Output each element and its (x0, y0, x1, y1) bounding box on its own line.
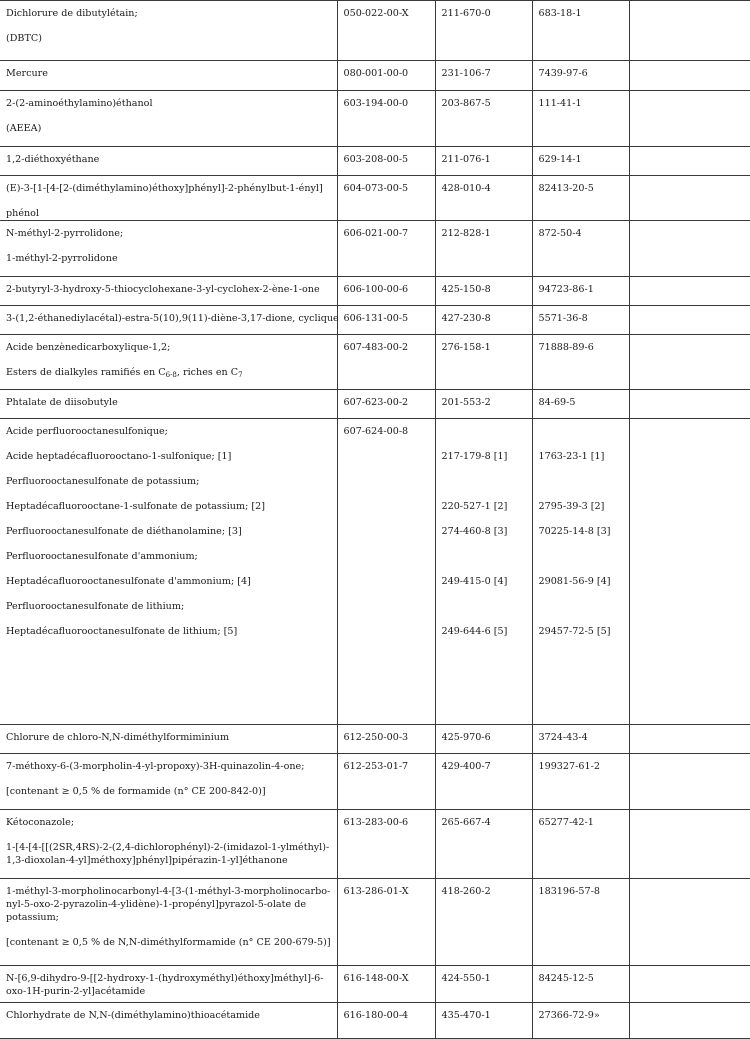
index-number: 603-194-00-0 (343, 98, 409, 109)
cas-number-cell (532, 1003, 629, 1039)
empty-cell (629, 335, 750, 390)
ec-number: 427-230-8 (441, 313, 491, 324)
substance-name-cell (0, 335, 337, 390)
substance-name-cell (0, 147, 337, 176)
index-number: 613-283-00-6 (343, 817, 409, 828)
ec-number-cell (435, 754, 532, 810)
empty-cell (629, 91, 750, 147)
ec-number (442, 425, 526, 438)
line-gap (539, 463, 623, 475)
table-row (0, 91, 750, 147)
empty-cell (629, 221, 750, 277)
ec-number: 231-106-7 (441, 68, 491, 79)
table-row (0, 1003, 750, 1039)
ec-number-cell (435, 966, 532, 1003)
ec-number: 212-828-1 (441, 228, 491, 239)
cas-number-cell (532, 754, 629, 810)
cas-number: 111-41-1 (538, 98, 582, 109)
ec-number-cell (435, 419, 532, 725)
substance-name: (DBTC) (6, 33, 42, 44)
cas-number-cell (532, 390, 629, 419)
empty-cell (629, 419, 750, 725)
substance-name: N-[6,9-dihydro-9-[[2-hydroxy-1-(hydroxyméthyl)éthoxy]méthyl]-6- (6, 973, 324, 984)
cas-number (539, 600, 623, 613)
ec-number: 424-550-1 (441, 973, 491, 984)
table-row (0, 176, 750, 221)
line-gap (6, 438, 331, 450)
ec-number: 203-867-5 (441, 98, 491, 109)
ec-number: 429-400-7 (441, 761, 491, 772)
index-number-cell (337, 306, 435, 335)
substance-name-cell (0, 754, 337, 810)
substance-name: Heptadécafluorooctane-1-sulfonate de potassium; [2] (6, 501, 265, 512)
index-number-cell (337, 725, 435, 754)
cas-number: 29457-72-5 [5] (538, 626, 611, 637)
substance-name-cell (0, 390, 337, 419)
cas-number: 84245-12-5 (538, 973, 594, 984)
table-row (0, 810, 750, 879)
index-number-cell (337, 419, 435, 725)
index-number: 616-180-00-4 (343, 1010, 409, 1021)
index-number-cell (337, 754, 435, 810)
ec-number: 201-553-2 (441, 397, 491, 408)
cas-number: 71888-89-6 (538, 342, 594, 353)
cas-number-cell (532, 306, 629, 335)
line-gap (6, 538, 331, 550)
cas-number (539, 475, 623, 488)
substance-name: 1-[4-[4-[[(2SR,4RS)-2-(2,4-dichlorophényl)-2-(imidazol-1-ylméthyl)- (6, 842, 330, 853)
substance-name-cell (0, 725, 337, 754)
empty-cell (629, 306, 750, 335)
index-number: 603-208-00-5 (343, 154, 409, 165)
index-number-cell (337, 335, 435, 390)
cas-number: 84-69-5 (538, 397, 576, 408)
ec-number-cell (435, 147, 532, 176)
substance-name: [contenant ≥ 0,5 % de formamide (n° CE 200-842-0)] (6, 786, 266, 797)
substance-name-cell (0, 61, 337, 91)
cas-number-cell (532, 335, 629, 390)
index-number: 612-250-00-3 (343, 732, 409, 743)
line-gap (442, 513, 526, 525)
ec-number-cell (435, 725, 532, 754)
substance-name: potassium; (6, 912, 59, 923)
substance-name: oxo-1H-purin-2-yl]acétamide (6, 986, 146, 997)
ec-number: 428-010-4 (441, 183, 491, 194)
substance-name: 2-(2-aminoéthylamino)éthanol (6, 98, 153, 109)
index-number: 606-131-00-5 (343, 313, 409, 324)
substance-name: Chlorhydrate de N,N-(diméthylamino)thioacétamide (6, 1010, 260, 1021)
ec-number-cell (435, 221, 532, 277)
line-gap (539, 538, 623, 550)
line-gap (442, 488, 526, 500)
ec-number: 217-179-8 [1] (441, 451, 508, 462)
line-gap (539, 563, 623, 575)
ec-number-cell (435, 335, 532, 390)
substance-name: 3-(1,2-éthanediylacétal)-estra-5(10),9(11)-diène-3,17-dione, cyclique (6, 313, 339, 324)
substance-name-cell (0, 277, 337, 306)
line-gap (539, 613, 623, 625)
table-row (0, 61, 750, 91)
cas-number: 1763-23-1 [1] (538, 451, 605, 462)
cas-number: 94723-86-1 (538, 284, 594, 295)
substance-name-cell (0, 419, 337, 725)
index-number: 616-148-00-X (343, 973, 409, 984)
substance-name: phénol (6, 208, 40, 219)
line-gap (442, 613, 526, 625)
index-number: 606-100-00-6 (343, 284, 409, 295)
ec-number: 425-150-8 (441, 284, 491, 295)
line-gap (6, 773, 331, 785)
substance-name: Dichlorure de dibutylétain; (6, 8, 138, 19)
table-row (0, 879, 750, 966)
index-number: 607-623-00-2 (343, 397, 409, 408)
substance-name: N-méthyl-2-pyrrolidone; (6, 228, 124, 239)
ec-number-cell (435, 277, 532, 306)
table-row (0, 966, 750, 1003)
line-gap (6, 588, 331, 600)
ec-number: 418-260-2 (441, 886, 491, 897)
cas-number (539, 425, 623, 438)
empty-cell (629, 879, 750, 966)
table-row (0, 306, 750, 335)
cas-number-cell (532, 419, 629, 725)
substance-name-cell (0, 1003, 337, 1039)
cas-number-cell (532, 176, 629, 221)
ec-number: 211-670-0 (441, 8, 491, 19)
empty-cell (629, 390, 750, 419)
empty-cell (629, 1, 750, 61)
line-gap (6, 563, 331, 575)
line-gap (539, 513, 623, 525)
line-gap (442, 538, 526, 550)
cas-number: 65277-42-1 (538, 817, 594, 828)
line-gap (6, 195, 331, 207)
line-gap (539, 488, 623, 500)
substance-name-cell (0, 879, 337, 966)
cas-number (539, 550, 623, 563)
table-row (0, 725, 750, 754)
substance-name: Phtalate de diisobutyle (6, 397, 118, 408)
table-row (0, 335, 750, 390)
cas-number-cell (532, 966, 629, 1003)
index-number-cell (337, 1, 435, 61)
index-number-cell (337, 390, 435, 419)
index-number-cell (337, 91, 435, 147)
substance-name: Chlorure de chloro-N,N-diméthylformiminium (6, 732, 230, 743)
ec-number-cell (435, 879, 532, 966)
index-number: 613-286-01-X (343, 886, 409, 897)
empty-cell (629, 810, 750, 879)
line-gap (539, 438, 623, 450)
line-gap (6, 20, 331, 32)
cas-number-cell (532, 810, 629, 879)
index-number: 604-073-00-5 (343, 183, 409, 194)
empty-cell (629, 725, 750, 754)
empty-cell (629, 61, 750, 91)
index-number-cell (337, 221, 435, 277)
substance-name: Perfluorooctanesulfonate de potassium; (6, 476, 200, 487)
ec-number: 276-158-1 (441, 342, 491, 353)
empty-cell (629, 147, 750, 176)
line-gap (6, 110, 331, 122)
substance-name: 1,2-diéthoxyéthane (6, 154, 100, 165)
cas-number-cell (532, 147, 629, 176)
ec-number-cell (435, 306, 532, 335)
ec-number-cell (435, 176, 532, 221)
line-gap (442, 438, 526, 450)
cas-number-cell (532, 61, 629, 91)
ec-number: 211-076-1 (441, 154, 491, 165)
index-number: 612-253-01-7 (343, 761, 409, 772)
substance-name: Acide perfluorooctanesulfonique; (6, 426, 168, 437)
table-row (0, 754, 750, 810)
empty-cell (629, 176, 750, 221)
line-gap (6, 488, 331, 500)
substance-name-cell (0, 1, 337, 61)
ec-number: 249-644-6 [5] (441, 626, 508, 637)
ec-number-cell (435, 390, 532, 419)
index-number-cell (337, 966, 435, 1003)
empty-cell (629, 277, 750, 306)
ec-number (442, 600, 526, 613)
table-row (0, 419, 750, 725)
cas-number: 872-50-4 (538, 228, 582, 239)
substance-name: Acide heptadécafluorooctano-1-sulfonique; [1] (6, 451, 232, 462)
cas-number-cell (532, 221, 629, 277)
cas-number: 2795-39-3 [2] (538, 501, 605, 512)
cas-number: 5571-36-8 (538, 313, 588, 324)
line-gap (6, 613, 331, 625)
cas-number: 3724-43-4 (538, 732, 588, 743)
substance-name: Perfluorooctanesulfonate d'ammonium; (6, 551, 198, 562)
subscript: 7 (238, 371, 243, 379)
ec-number-cell (435, 1003, 532, 1039)
ec-number: 435-470-1 (441, 1010, 491, 1021)
ec-number: 274-460-8 [3] (441, 526, 508, 537)
cas-number-cell (532, 277, 629, 306)
cas-number: 199327-61-2 (538, 761, 600, 772)
cas-number: 683-18-1 (538, 8, 582, 19)
substance-name: Perfluorooctanesulfonate de diéthanolamine; [3] (6, 526, 242, 537)
ec-number (442, 475, 526, 488)
cas-number-cell (532, 725, 629, 754)
table-row (0, 221, 750, 277)
cas-number-cell (532, 91, 629, 147)
cas-number: 82413-20-5 (538, 183, 594, 194)
ec-number-cell (435, 810, 532, 879)
substance-name: Heptadécafluorooctanesulfonate de lithium; [5] (6, 626, 238, 637)
line-gap (6, 513, 331, 525)
empty-cell (629, 966, 750, 1003)
index-number-cell (337, 1003, 435, 1039)
index-number: 080-001-00-0 (343, 68, 409, 79)
table-row (0, 390, 750, 419)
subscript: 6-8 (165, 371, 177, 379)
substance-name: Kétoconazole; (6, 817, 75, 828)
index-number-cell (337, 61, 435, 91)
substance-name: Perfluorooctanesulfonate de lithium; (6, 601, 185, 612)
index-number: 607-483-00-2 (343, 342, 409, 353)
cas-number: 27366-72-9» (538, 1010, 600, 1021)
index-number: 607-624-00-8 (343, 426, 409, 437)
table-row (0, 147, 750, 176)
cas-number: 629-14-1 (538, 154, 582, 165)
index-number-cell (337, 879, 435, 966)
substance-name-cell (0, 966, 337, 1003)
ec-number: 265-667-4 (441, 817, 491, 828)
ec-number-cell (435, 61, 532, 91)
substance-name: Acide benzènedicarboxylique-1,2; (6, 342, 171, 353)
ec-number (442, 550, 526, 563)
table-row (0, 1, 750, 61)
substance-name: 2-butyryl-3-hydroxy-5-thiocyclohexane-3-yl-cyclohex-2-ène-1-one (6, 284, 320, 295)
substance-name: Esters de dialkyles ramifiés en $C_{6-8}$, riches en $C_7$ (6, 367, 243, 379)
line-gap (442, 463, 526, 475)
index-number-cell (337, 277, 435, 306)
empty-cell (629, 1003, 750, 1039)
ec-number: 425-970-6 (441, 732, 491, 743)
cas-number: 70225-14-8 [3] (538, 526, 611, 537)
index-number: 606-021-00-7 (343, 228, 409, 239)
substance-name: 1-méthyl-3-morpholinocarbonyl-4-[3-(1-méthyl-3-morpholinocarbo- (6, 886, 331, 897)
empty-cell (629, 754, 750, 810)
line-gap (442, 588, 526, 600)
index-number-cell (337, 176, 435, 221)
substance-name: 1,3-dioxolan-4-yl]méthoxy]phényl]pipérazin-1-yl]éthanone (6, 855, 288, 866)
substance-name: 1-méthyl-2-pyrrolidone (6, 253, 118, 264)
index-number-cell (337, 147, 435, 176)
cas-number: 29081-56-9 [4] (538, 576, 611, 587)
line-gap (6, 240, 331, 252)
line-gap (6, 924, 331, 936)
line-gap (539, 588, 623, 600)
line-gap (6, 829, 331, 841)
substance-name: Mercure (6, 68, 48, 79)
substance-name: nyl-5-oxo-2-pyrazolin-4-ylidène)-1-propényl]pyrazol-5-olate de (6, 899, 307, 910)
cas-number: 183196-57-8 (538, 886, 600, 897)
cas-number: 7439-97-6 (538, 68, 588, 79)
substance-name-cell (0, 221, 337, 277)
cas-number-cell (532, 1, 629, 61)
table-row (0, 277, 750, 306)
substance-name: (E)-3-[1-[4-[2-(diméthylamino)éthoxy]phényl]-2-phénylbut-1-ényl] (6, 183, 323, 194)
cas-number-cell (532, 879, 629, 966)
ec-number: 220-527-1 [2] (441, 501, 508, 512)
substance-name: (AEEA) (6, 123, 42, 134)
line-gap (6, 354, 331, 366)
substance-name-cell (0, 176, 337, 221)
substance-name-cell (0, 810, 337, 879)
line-gap (6, 463, 331, 475)
substance-name: Heptadécafluorooctanesulfonate d'ammonium; [4] (6, 576, 251, 587)
substance-name: [contenant ≥ 0,5 % de N,N-diméthylformamide (n° CE 200-679-5)] (6, 937, 331, 948)
index-number: 050-022-00-X (343, 8, 409, 19)
line-gap (442, 563, 526, 575)
substance-name-cell (0, 306, 337, 335)
index-number-cell (337, 810, 435, 879)
ec-number-cell (435, 91, 532, 147)
substance-name-cell (0, 91, 337, 147)
ec-number: 249-415-0 [4] (441, 576, 508, 587)
substance-name: 7-méthoxy-6-(3-morpholin-4-yl-propoxy)-3H-quinazolin-4-one; (6, 761, 305, 772)
ec-number-cell (435, 1, 532, 61)
